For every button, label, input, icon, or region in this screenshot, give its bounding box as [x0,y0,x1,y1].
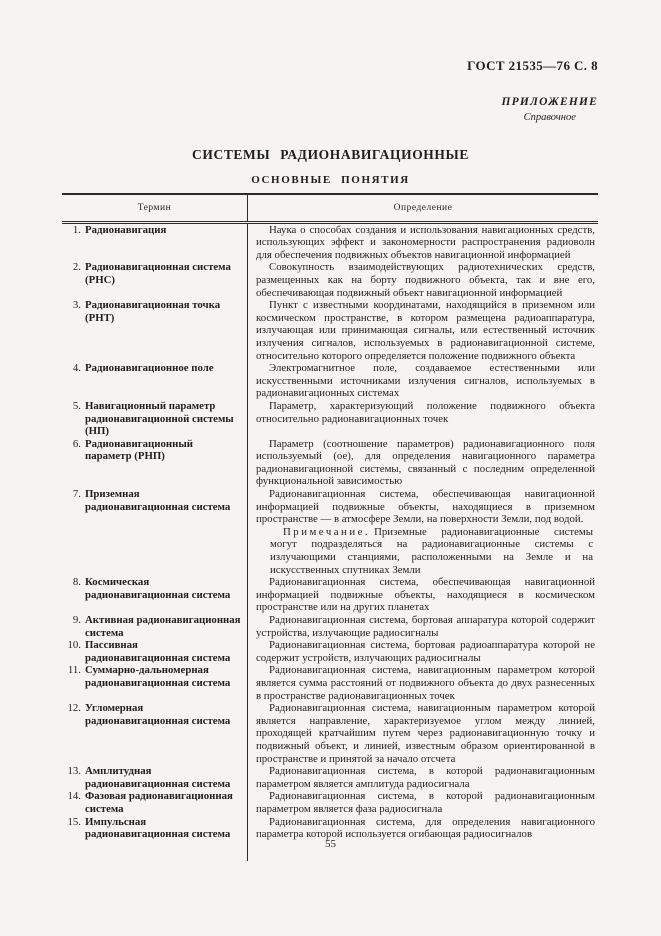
definition-cell [247,400,598,438]
definition-text: Радионавигационная система, обеспечивающая навигационной информацией подвижные объекты, находящиеся в приземном пространстве — в атмосфере Земли, на поверхности Земли, под водой. [256,488,595,526]
definition-text: Электромагнитное поле, создаваемое естественными или искусственными источниками излучения сигналов, используемых в радионавигационных системах [256,362,595,400]
table-row [62,702,598,765]
table-row [62,790,598,815]
term-cell [62,438,247,488]
term-text: Космическая радионавигационная система [85,576,231,601]
definition-text: Радионавигационная система, навигационным параметром которой является направление, характеризуемое углом между линией, проходящей кратчайшим путем через радионавигационную точку и подвижный объект, и линией, известным образом ориентированной в пространстве и принятой за начало отсчета [256,702,595,765]
definition-text: Радионавигационная система, бортовая радиоаппаратура которой не содержит устройств, излучающих радиосигналы [256,639,595,664]
table-row [62,261,598,299]
definition-text: Радионавигационная система, для определения навигационного параметра которой используется огибающая радиосигналов [256,815,595,841]
term-text: Радионавигация [85,223,167,236]
definition-cell [247,639,598,664]
appendix-type: Справочное [523,112,576,123]
page-number: 55 [325,838,336,850]
page-title: СИСТЕМЫ РАДИОНАВИГАЦИОННЫЕ [192,147,469,162]
term-cell [62,790,247,815]
doc-reference: ГОСТ 21535—76 С. 8 [467,58,598,73]
column-header-definition: Определение [247,195,598,221]
term-text: Радионавигационная система (РНС) [85,261,231,286]
term-text: Импульсная радионавигационная система [85,815,231,841]
table-row [62,639,598,664]
term-cell [62,664,247,702]
definition-text: Радионавигационная система, в которой радионавигационным параметром является фаза радиосигнала [256,790,595,815]
page-subtitle: ОСНОВНЫЕ ПОНЯТИЯ [251,174,410,186]
definition-cell [247,614,598,639]
definition-text: Наука о способах создания и использования навигационных средств, использующих эффект и закономерности распространения радиоволн для обеспечения подвижных объектов навигационной информацией [256,223,595,261]
definition-text: Параметр (соотношение параметров) радионавигационного поля используемый (ое), для определения навигационного параметра радионавигационной системы, связанный с последним определенной функциональной зависимостью [256,437,595,488]
term-cell [62,702,247,765]
definition-cell [247,664,598,702]
definition-cell [247,261,598,299]
term-text: Радионавигационное поле [85,362,214,375]
appendix-block [502,96,598,124]
term-text: Суммарно-дальномерная радионавигационная система [85,664,231,689]
table-row [62,299,598,362]
definition-cell [247,299,598,362]
definition-text: Радионавигационная система, обеспечивающая навигационной информацией подвижные объекты, находящиеся в космическом пространстве или на других планетах [256,576,595,614]
term-number: 7. [72,488,81,501]
term-number: 13. [67,765,81,778]
term-cell [62,299,247,362]
term-cell [62,765,247,790]
term-number: 12. [67,702,81,715]
table-row [62,765,598,790]
term-text: Приземная радионавигационная система [85,488,231,513]
term-text: Угломерная радионавигационная система [85,702,231,727]
term-text: Радионавигационный параметр (РНП) [85,437,193,463]
definition-cell [247,576,598,614]
term-number: 15. [67,815,81,828]
note-text: Приземные радионавигационные системы могут подразделяться на радионавигационные системы с излучающими станциями, расположенными на Земле и на искусственных спутниках Земли [270,525,593,576]
term-cell [62,261,247,299]
table-row [62,816,598,841]
definition-cell [247,438,598,488]
term-cell [62,400,247,438]
term-cell [62,362,247,400]
table-row [62,576,598,614]
term-number: 5. [72,399,81,412]
term-text: Фазовая радионавигационная система [85,790,233,815]
term-text: Пассивная радионавигационная система [85,639,231,664]
note-label: Примечание. [283,525,371,538]
term-number: 11. [67,664,81,677]
term-cell [62,639,247,664]
table-row [62,664,598,702]
term-text: Радионавигационная точка (РНТ) [85,299,221,324]
definition-text: Совокупность взаимодействующих радиотехнических средств, размещенных как на борту подвижного объекта, так и вне его, обеспечивающая подвижный объект навигационной информацией [256,261,595,299]
term-cell [62,576,247,614]
table-row [62,362,598,400]
definition-cell [247,790,598,815]
term-cell [62,224,247,262]
table-row [62,488,598,576]
term-number: 8. [72,576,81,589]
definition-note [270,526,593,576]
appendix-label: ПРИЛОЖЕНИЕ [501,96,598,108]
definition-text: Параметр, характеризующий положение подвижного объекта относительно радионавигационных точек [256,399,595,425]
definition-text: Радионавигационная система, в которой радионавигационным параметром является амплитуда радиосигнала [256,765,595,790]
term-number: 4. [72,362,81,375]
definition-cell [247,488,598,576]
term-number: 10. [67,639,81,652]
term-cell [62,816,247,841]
definition-cell [247,702,598,765]
table-header-row [62,195,598,224]
term-text: Амплитудная радионавигационная система [85,765,231,790]
term-number: 2. [72,261,81,274]
definition-cell [247,765,598,790]
terminology-table [62,193,598,861]
definition-text: Пункт с известными координатами, находящийся в приземном или космическом пространстве, в котором размещена радиоаппаратура, излучающая или принимающая сигналы, или естественный источник излучения сигналов, используемых в радионавигационной системе, относительно которого определяется положение подвижного объекта [256,299,595,362]
column-header-term: Термин [137,203,172,213]
table-row [62,400,598,438]
table-row [62,438,598,488]
term-number: 3. [72,299,81,312]
term-text: Активная радионавигационная система [85,614,241,639]
term-cell [62,614,247,639]
table-row [62,224,598,262]
term-number: 9. [72,614,81,626]
term-number: 14. [67,790,81,803]
term-number: 6. [72,437,81,450]
term-number: 1. [72,223,81,236]
definition-text: Радионавигационная система, навигационным параметром которой является сумма расстояний от подвижного объекта до двух разнесенных в пространстве радионавигационных точек [256,664,595,702]
definition-cell [247,224,598,262]
definition-cell [247,362,598,400]
definition-text: Радионавигационная система, бортовая аппаратура которой содержит устройства, излучающие радиосигналы [256,614,595,639]
term-text: Навигационный параметр радионавигационной системы (НП) [85,399,234,438]
term-cell [62,488,247,576]
definition-cell [247,816,598,841]
table-row [62,614,598,639]
